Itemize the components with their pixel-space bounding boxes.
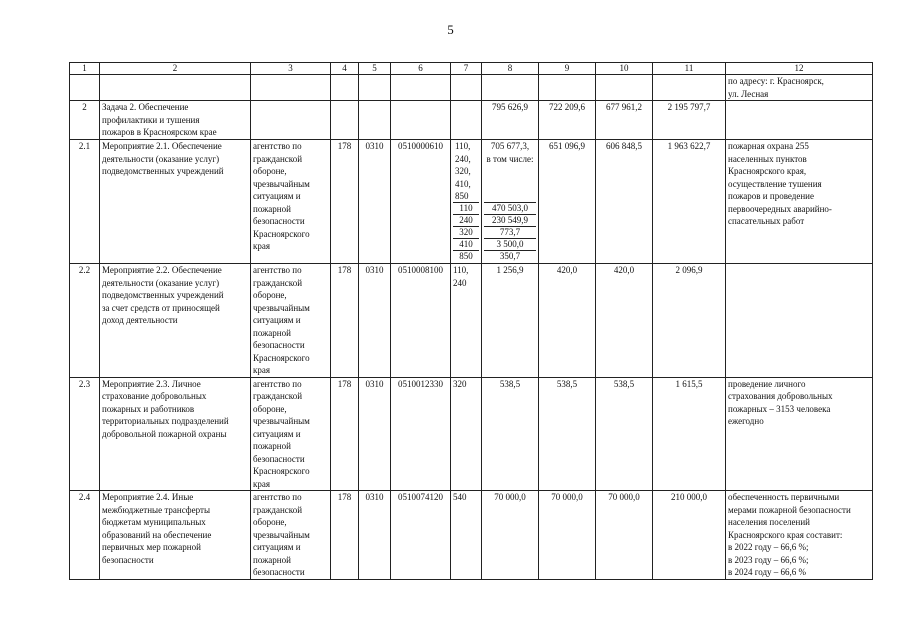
agency-cell: агентство по гражданской обороне, чрезвычайным ситуациям и пожарной безопасности Красноярского края (251, 140, 331, 264)
column-header: 6 (391, 63, 451, 75)
result-cell: проведение личного страхования добровольных пожарных – 3153 человека ежегодно (726, 377, 873, 491)
breakdown-value: 350,7 (484, 250, 536, 262)
value-2022: 1 256,9 (482, 264, 539, 378)
grbs-code: 178 (331, 140, 359, 264)
column-header: 9 (539, 63, 596, 75)
column-header: 8 (482, 63, 539, 75)
measure-name: Мероприятие 2.2. Обеспечение деятельности (оказание услуг) подведомственных учреждений за счет средств от приносящей доход деятельности (100, 264, 251, 378)
target-code: 0510000610 (391, 140, 451, 264)
section-code: 0310 (359, 264, 391, 378)
result-cell: пожарная охрана 255 населенных пунктов Красноярского края, осуществление тушения пожаров и проведение первоочередных аварийно- спасательных работ (726, 140, 873, 264)
breakdown-value: 773,7 (484, 226, 536, 238)
page-number: 5 (447, 22, 454, 37)
breakdown-code: 110 (453, 202, 479, 214)
column-header: 5 (359, 63, 391, 75)
value-total: 2 096,9 (653, 264, 726, 378)
result-cell: обеспеченность первичными мерами пожарной безопасности населения поселений Красноярского края составит: в 2022 году – 66,6 %; в 2023 году – 66,6 %; в 2024 году – 66,6 % (726, 491, 873, 580)
section-code: 0310 (359, 377, 391, 491)
expense-type: 110, 240 (451, 264, 482, 378)
value-2022: 70 000,0 (482, 491, 539, 580)
value-2024: 420,0 (596, 264, 653, 378)
value-2022: 705 677,3, в том числе: (486, 141, 534, 164)
value-2022: 795 626,9 (482, 101, 539, 140)
table-row-measure-2-2 (70, 264, 873, 378)
grbs-code: 178 (331, 377, 359, 491)
column-header: 10 (596, 63, 653, 75)
value-2023: 651 096,9 (539, 140, 596, 264)
table-row-measure-2-3 (70, 377, 873, 491)
agency-cell: агентство по гражданской обороне, чрезвычайным ситуациям и пожарной безопасности Красноярского края (251, 377, 331, 491)
value-total: 1 963 622,7 (653, 140, 726, 264)
value-total: 2 195 797,7 (653, 101, 726, 140)
column-header: 2 (100, 63, 251, 75)
value-2023: 722 209,6 (539, 101, 596, 140)
column-header: 1 (70, 63, 100, 75)
expense-type: 540 (451, 491, 482, 580)
agency-cell: агентство по гражданской обороне, чрезвычайным ситуациям и пожарной безопасности (251, 491, 331, 580)
value-2024: 70 000,0 (596, 491, 653, 580)
expense-type-cell (451, 140, 482, 264)
grbs-code: 178 (331, 491, 359, 580)
breakdown-code: 320 (453, 226, 479, 238)
table-row-measure-2-4 (70, 491, 873, 580)
value-2024: 538,5 (596, 377, 653, 491)
breakdown-code: 240 (453, 214, 479, 226)
expense-type-list: 110, 240, 320, 410, 850 (455, 141, 471, 201)
value-2024: 677 961,2 (596, 101, 653, 140)
table-row-task-2 (70, 101, 873, 140)
value-total: 210 000,0 (653, 491, 726, 580)
task-name: Задача 2. Обеспечение профилактики и тушения пожаров в Красноярском крае (100, 101, 251, 140)
value-2023: 538,5 (539, 377, 596, 491)
section-code: 0310 (359, 491, 391, 580)
value-2024: 606 848,5 (596, 140, 653, 264)
breakdown-code: 850 (453, 250, 479, 262)
measure-name: Мероприятие 2.1. Обеспечение деятельности (оказание услуг) подведомственных учреждений (100, 140, 251, 264)
row-number: 2.3 (70, 377, 100, 491)
target-code: 0510074120 (391, 491, 451, 580)
breakdown-value: 230 549,9 (484, 214, 536, 226)
breakdown-value: 470 503,0 (484, 202, 536, 214)
column-header: 7 (451, 63, 482, 75)
target-code: 0510012330 (391, 377, 451, 491)
value-2022-cell (482, 140, 539, 264)
row-number: 2.2 (70, 264, 100, 378)
measure-name: Мероприятие 2.4. Иные межбюджетные трансферты бюджетам муниципальных образований на обеспечение первичных мер пожарной безопасности (100, 491, 251, 580)
column-header: 11 (653, 63, 726, 75)
column-header: 3 (251, 63, 331, 75)
row-number: 2.4 (70, 491, 100, 580)
section-code: 0310 (359, 140, 391, 264)
table-row-measure-2-1 (70, 140, 873, 264)
value-2023: 70 000,0 (539, 491, 596, 580)
result-cell (726, 264, 873, 378)
value-2023: 420,0 (539, 264, 596, 378)
target-code: 0510008100 (391, 264, 451, 378)
value-total: 1 615,5 (653, 377, 726, 491)
breakdown-code: 410 (453, 238, 479, 250)
grbs-code: 178 (331, 264, 359, 378)
row-number: 2 (70, 101, 100, 140)
column-number-row (70, 63, 873, 75)
agency-cell: агентство по гражданской обороне, чрезвычайным ситуациям и пожарной безопасности Красноярского края (251, 264, 331, 378)
value-2022: 538,5 (482, 377, 539, 491)
breakdown-value: 3 500,0 (484, 238, 536, 250)
measure-name: Мероприятие 2.3. Личное страхование добровольных пожарных и работников территориальных подразделений добровольной пожарной охраны (100, 377, 251, 491)
expense-type: 320 (451, 377, 482, 491)
column-header: 12 (726, 63, 873, 75)
column-header: 4 (331, 63, 359, 75)
row-number: 2.1 (70, 140, 100, 264)
result-cell: по адресу: г. Красноярск, ул. Лесная (726, 75, 873, 101)
program-table (69, 62, 873, 580)
table-row-continuation (70, 75, 873, 101)
